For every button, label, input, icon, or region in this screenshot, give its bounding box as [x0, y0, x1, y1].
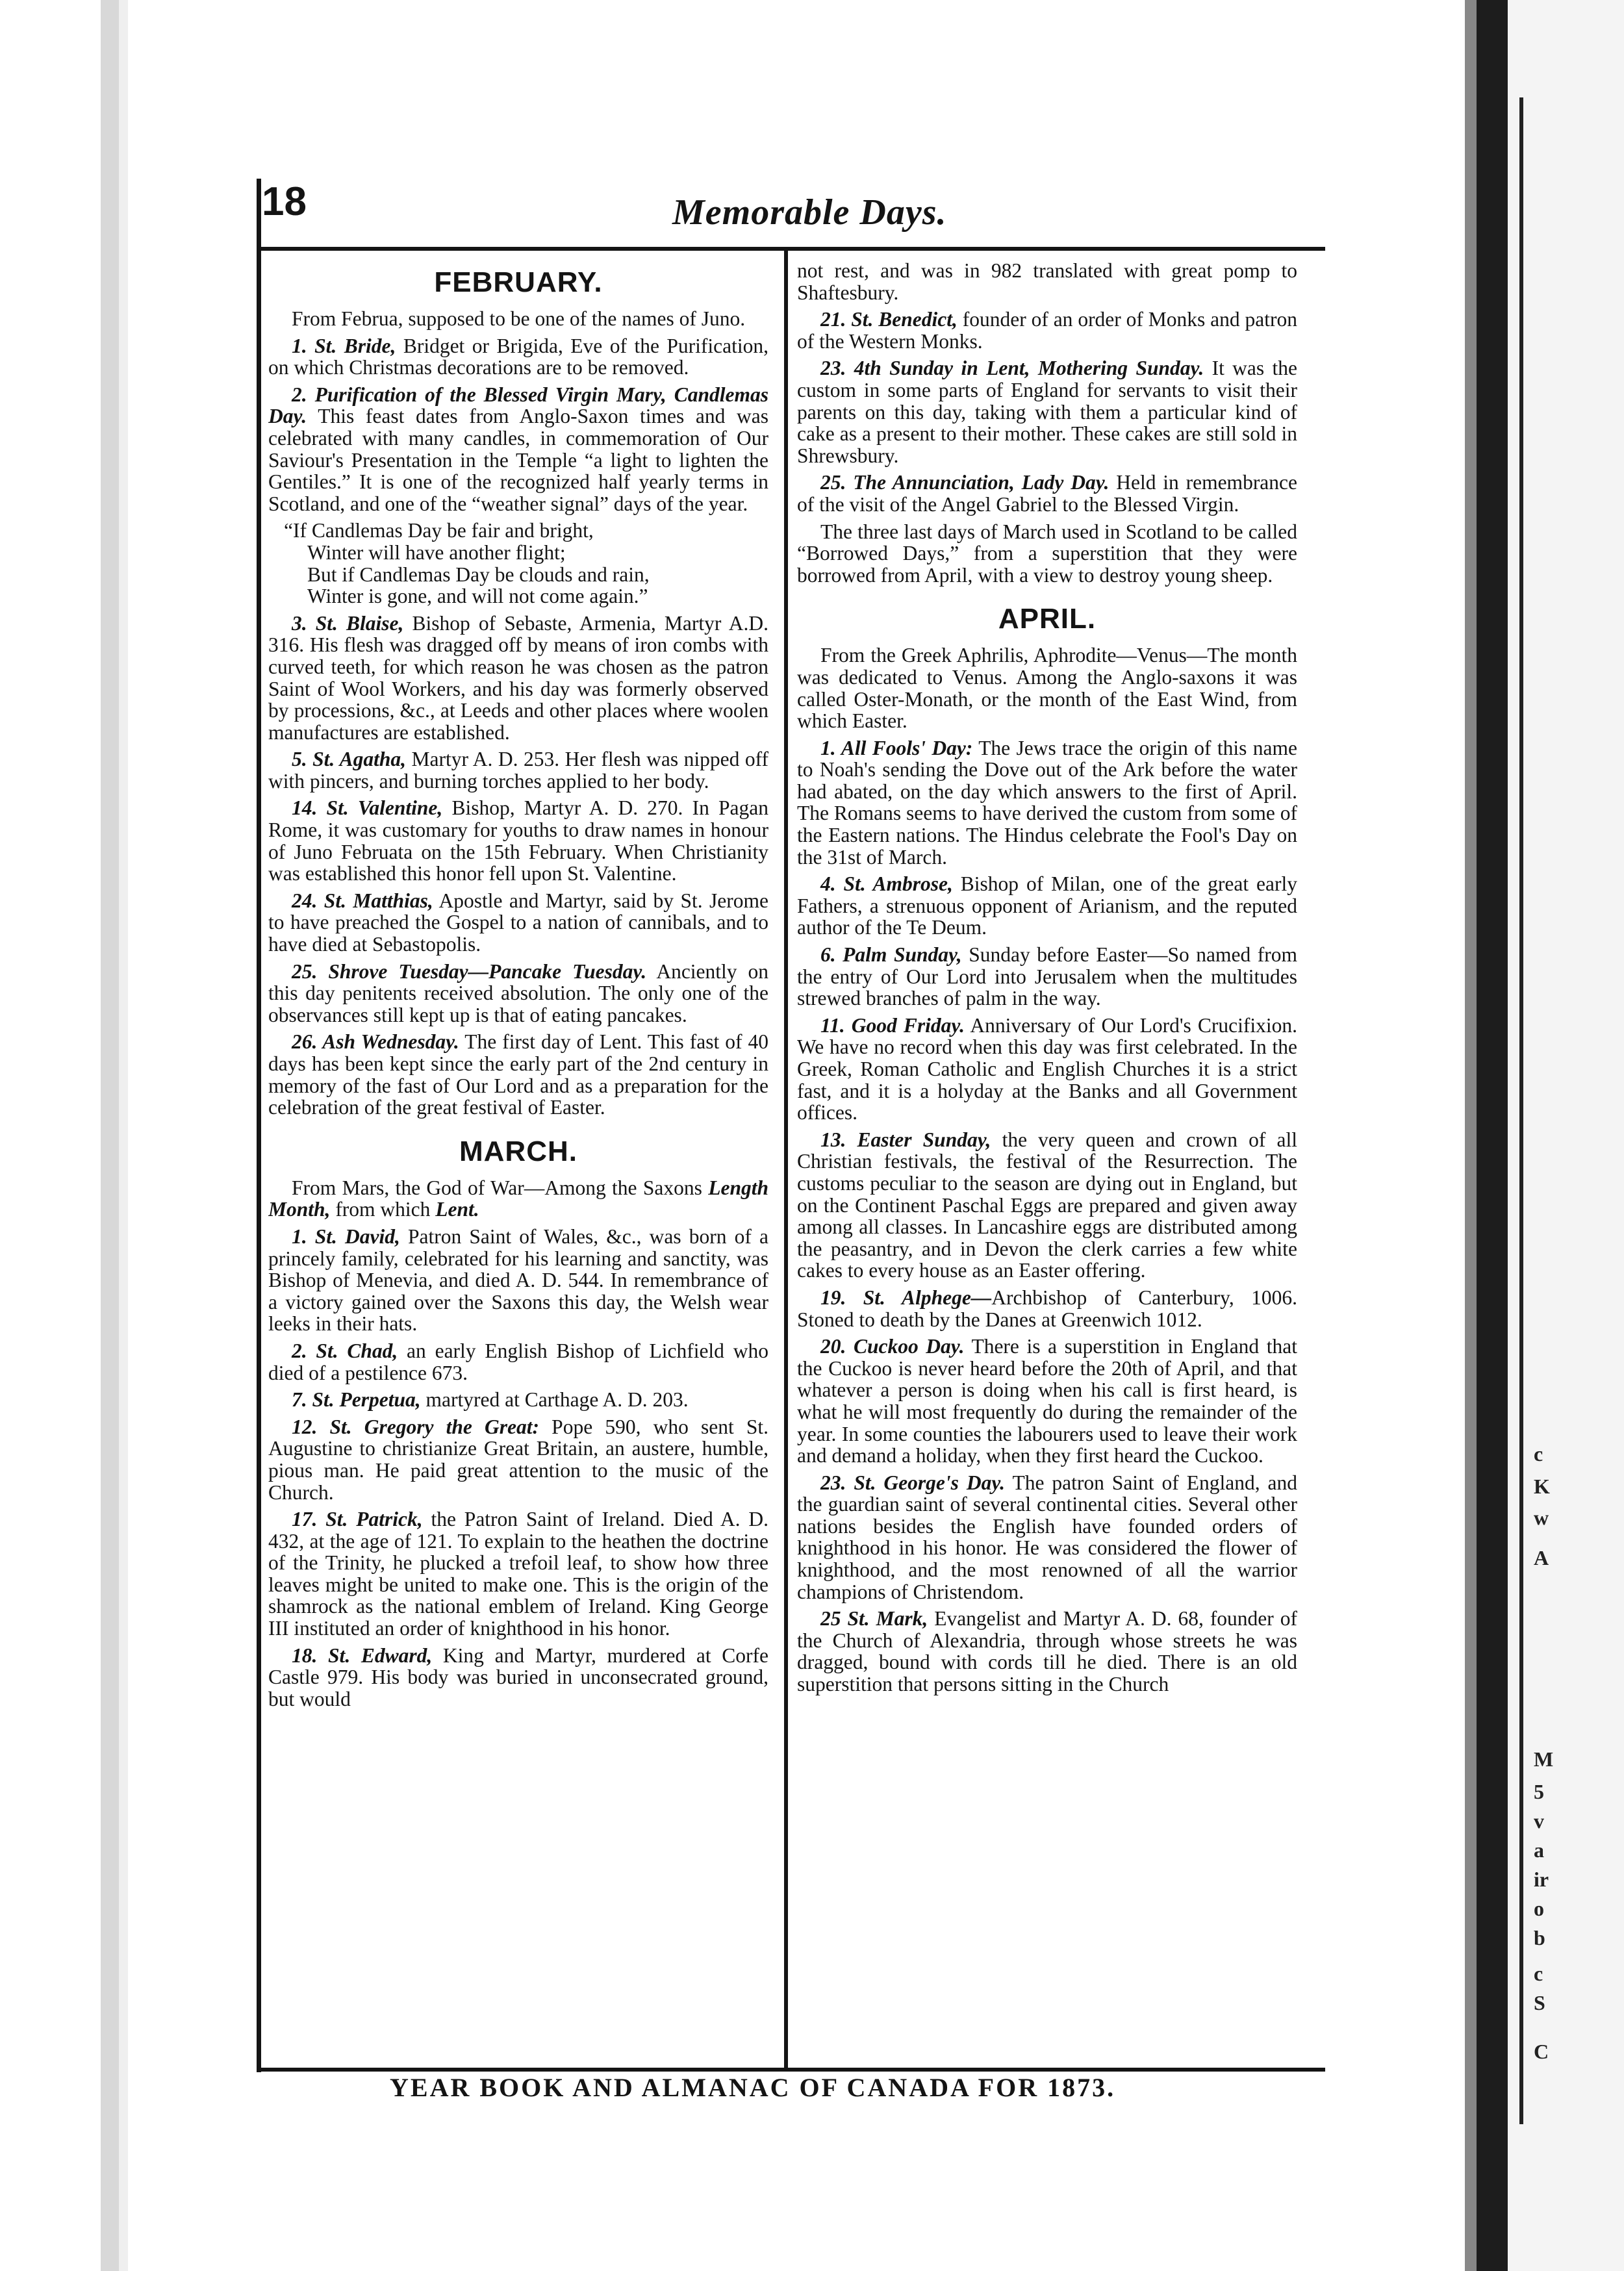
- entry-text: martyred at Carthage A. D. 203.: [420, 1388, 689, 1412]
- entry-label: 1. St. David,: [292, 1224, 400, 1248]
- next-page-fragment: o: [1534, 1897, 1544, 1920]
- entry-st-chad: [268, 1340, 768, 1384]
- entry-label: 26. Ash Wednesday.: [292, 1030, 459, 1054]
- next-page-fragment: S: [1534, 1991, 1545, 2014]
- entry-label: 11. Good Friday.: [820, 1013, 965, 1037]
- entry-st-agatha: [268, 748, 768, 792]
- entry-st-blaise: [268, 613, 768, 744]
- next-page-fragment: C: [1534, 2040, 1549, 2063]
- entry-text: the very queen and crown of all Christian festivals, the festival of the Resurrection. The customs peculiar to the season are dying out in England, but on the Continent Paschal Eggs are prepared and given away among all classes. In Lancashire eggs are distributed among the peasantry, and in Devon the clerk carries a few white cakes to every house as an Easter offering.: [797, 1128, 1297, 1282]
- entry-label: 13. Easter Sunday,: [820, 1128, 991, 1151]
- scan-frame-left: [101, 0, 119, 2271]
- entry-text: Bridget or Brigida, Eve of the Purification, on which Christmas decorations are to be removed.: [268, 334, 768, 379]
- entry-text: Martyr A. D. 253. Her flesh was nipped off with pincers, and burning torches applied to her body.: [268, 748, 768, 793]
- entry-text: Bishop of Sebaste, Armenia, Martyr A.D. 316. His flesh was dragged off by means of iron combs with curved teeth, for which reason he was chosen as the patron Saint of Wool Workers, and his day was formerly observed by processions, &c., at Leeds and other places where woolen manufactures are established.: [268, 611, 768, 744]
- entry-st-edward-continued: not rest, and was in 982 translated with great pomp to Shaftesbury.: [797, 260, 1297, 304]
- next-page-fragment: A: [1534, 1546, 1549, 1569]
- entry-text: the Patron Saint of Ireland. Died A. D. 432, at the age of 121. To explain to the heathen the doctrine of the Trinity, he plucked a trefoil leaf, to show how three leaves might be united to make one. This is the origin of the shamrock as the national emblem of Ireland. King George III instituted an order of knighthood in his honor.: [268, 1508, 768, 1640]
- entry-st-david: [268, 1226, 768, 1335]
- entry-purification: [268, 384, 768, 515]
- header-rule: [257, 247, 1325, 251]
- next-page-fragment: w: [1534, 1506, 1549, 1529]
- entry-label: 3. St. Blaise,: [292, 611, 404, 635]
- entry-label: 25. Shrove Tuesday—Pancake Tuesday.: [292, 959, 647, 983]
- page-title: Memorable Days.: [672, 192, 947, 233]
- entry-label: 2. Purification of the Blessed Virgin Mary, Candlemas Day.: [268, 383, 768, 428]
- entry-label: 24. St. Matthias,: [292, 889, 433, 912]
- entry-label: 5. St. Agatha,: [292, 748, 407, 771]
- next-page-fragment: M: [1534, 1747, 1554, 1771]
- entry-text: Pope 590, who sent St. Augustine to christianize Great Britain, an austere, humble, pious man. He paid great attention to the music of the Church.: [268, 1415, 768, 1504]
- entry-st-ambrose: [797, 873, 1297, 939]
- entry-ash-wednesday: [268, 1031, 768, 1118]
- entry-label: 14. St. Valentine,: [292, 796, 443, 820]
- entry-text: It was the custom in some parts of England for servants to visit their parents on this day, taking with them a particular kind of cake as a present to their mother. These cakes are still sold in Shrewsbury.: [797, 357, 1297, 467]
- entry-label: 23. St. George's Day.: [820, 1471, 1006, 1494]
- entry-label: 6. Palm Sunday,: [820, 943, 962, 967]
- entry-label: 23. 4th Sunday in Lent, Mothering Sunday.: [820, 357, 1204, 380]
- entry-text: Patron Saint of Wales, &c., was born of a princely family, celebrated for his learning and sanctity, was Bishop of Menevia, and died A. D. 544. In remembrance of a victory gained over the Saxons this day, the Welsh wear leeks in their hats.: [268, 1224, 768, 1336]
- rhyme-line: But if Candlemas Day be clouds and rain,: [307, 563, 650, 586]
- entry-label: 17. St. Patrick,: [292, 1508, 423, 1531]
- entry-label: 19. St. Alphege—: [820, 1286, 992, 1309]
- entry-st-alphege: [797, 1287, 1297, 1330]
- entry-text: Anniversary of Our Lord's Crucifixion. We have no record when this day was first celebrated. In the Greek, Roman Catholic and English Churches it is a strict fast, and it is a holyday at the Banks and all Government offices.: [797, 1013, 1297, 1124]
- entry-st-valentine: [268, 797, 768, 884]
- left-border-rule: [257, 179, 261, 2072]
- entry-st-george: [797, 1472, 1297, 1603]
- entry-text: Sunday before Easter—So named from the entry of Our Lord into Jerusalem when the multitudes strewed branches of palm in the way.: [797, 943, 1297, 1010]
- book-gutter-shadow: [1465, 0, 1477, 2271]
- entry-text: Archbishop of Canterbury, 1006. Stoned to death by the Danes at Greenwich 1012.: [797, 1286, 1297, 1331]
- entry-label: 18. St. Edward,: [292, 1643, 433, 1667]
- entry-text: The Jews trace the origin of this name to Noah's sending the Dove out of the Ark before the water had abated, on the day which answers to the first of April. The Romans seems to have derived the custom from some of the Eastern nations. The Hindus celebrate the Fool's Day on the 31st of March.: [797, 736, 1297, 869]
- entry-text: founder of an order of Monks and patron of the Western Monks.: [797, 308, 1297, 353]
- next-page-fragment: v: [1534, 1809, 1544, 1833]
- entry-annunciation: [797, 472, 1297, 515]
- entry-text: There is a superstition in England that the Cuckoo is never heard before the 20th of April, and that whatever a person is doing when his call is first heard, is what he will most frequently do during the remainder of the year. In some counties the labourers used to leave their work and demand a holiday, when they first heard the Cuckoo.: [797, 1335, 1297, 1467]
- rhyme-line: “If Candlemas Day be fair and bright,: [284, 519, 594, 542]
- entry-st-mark: [797, 1608, 1297, 1695]
- entry-st-perpetua: [268, 1389, 768, 1411]
- entry-shrove-tuesday: [268, 961, 768, 1026]
- intro-emphasis: Length Month,: [268, 1176, 768, 1221]
- march-heading: MARCH.: [459, 1135, 577, 1167]
- rhyme-line: Winter will have another flight;: [307, 540, 566, 564]
- rhyme-line: Winter is gone, and will not come again.”: [307, 585, 648, 608]
- next-page-fragment: ir: [1534, 1868, 1549, 1891]
- next-page-fragment: 5: [1534, 1780, 1544, 1803]
- entry-label: 12. St. Gregory the Great:: [292, 1415, 540, 1438]
- entry-label: 25. The Annunciation, Lady Day.: [820, 471, 1110, 494]
- column-divider: [784, 251, 788, 2070]
- entry-text: Bishop of Milan, one of the great early Fathers, a strenuous opponent of Arianism, and the reputed author of the Te Deum.: [797, 872, 1297, 939]
- next-page-edge: [1508, 0, 1624, 2271]
- next-page-fragment: c: [1534, 1442, 1543, 1465]
- entry-label: 7. St. Perpetua,: [292, 1388, 421, 1412]
- left-column: [268, 266, 768, 2062]
- entry-text: The first day of Lent. This fast of 40 days has been kept since the early part of the 2nd century in memory of the fast of Our Lord and as a preparation for the celebration of the great festival of Easter.: [268, 1030, 768, 1119]
- entry-text: Evangelist and Martyr A. D. 68, founder of the Church of Alexandria, through whose streets he was dragged, bound with cords till he died. There is an old superstition that persons sitting in the Church: [797, 1607, 1297, 1696]
- entry-mothering-sunday: [797, 357, 1297, 466]
- scan-frame-left-inner: [119, 0, 128, 2271]
- entry-label: 21. St. Benedict,: [820, 308, 958, 331]
- entry-st-bride: [268, 335, 768, 379]
- march-intro: [268, 1177, 768, 1221]
- entry-label: 20. Cuckoo Day.: [820, 1335, 965, 1358]
- entry-st-gregory: [268, 1416, 768, 1503]
- entry-text: King and Martyr, murdered at Corfe Castle 979. His body was buried in unconsecrated ground, but would: [268, 1643, 768, 1710]
- entry-easter-sunday: [797, 1129, 1297, 1282]
- intro-text: from which: [330, 1198, 436, 1221]
- entry-label: 2. St. Chad,: [292, 1339, 398, 1362]
- april-intro: From the Greek Aphrilis, Aphrodite—Venus—The month was dedicated to Venus. Among the Anglo-saxons it was called Oster-Monath, or the month of the East Wind, from which Easter.: [797, 644, 1297, 733]
- entry-all-fools-day: [797, 737, 1297, 869]
- entry-st-edward: [268, 1645, 768, 1710]
- entry-label: 4. St. Ambrose,: [820, 872, 953, 896]
- candlemas-rhyme: [268, 520, 768, 607]
- bottom-rule: [257, 2068, 1325, 2072]
- entry-text: Anciently on this day penitents received absolution. The only one of the observances still kept up is that of eating pancakes.: [268, 959, 768, 1026]
- next-page-rule: [1519, 97, 1523, 2124]
- entry-label: 1. St. Bride,: [292, 334, 396, 357]
- entry-text: an early English Bishop of Lichfield who died of a pestilence 673.: [268, 1339, 768, 1384]
- entry-text: The patron Saint of England, and the guardian saint of several continental cities. Several other nations besides the English have founded orders of knighthood in his honor. He was considered the flower of knighthood, and the most renowned of all the warrior champions of Christendom.: [797, 1471, 1297, 1603]
- almanac-page: [257, 166, 1328, 2101]
- entry-text: This feast dates from Anglo-Saxon times and was celebrated with many candles, in commemoration of Our Saviour's Presentation in the Temple “a light to lighten the Gentiles.” It is one of the recognized half yearly terms in Scotland, and one of the “weather signal” days of the year.: [268, 405, 768, 515]
- entry-palm-sunday: [797, 944, 1297, 1009]
- entry-text: Bishop, Martyr A. D. 270. In Pagan Rome, it was customary for youths to draw names in honour of Juno Februata on the 15th February. When Christianity was established this honor fell upon St. Valentine.: [268, 796, 768, 885]
- page-number: 18: [262, 179, 307, 224]
- page-footer: YEAR BOOK AND ALMANAC OF CANADA FOR 1873.: [390, 2073, 1116, 2102]
- entry-cuckoo-day: [797, 1336, 1297, 1467]
- entry-text: Held in remembrance of the visit of the Angel Gabriel to the Blessed Virgin.: [797, 471, 1297, 516]
- february-heading: FEBRUARY.: [434, 266, 603, 298]
- february-intro: From Februa, supposed to be one of the names of Juno.: [292, 307, 746, 330]
- intro-emphasis: Lent.: [435, 1198, 479, 1221]
- entry-borrowed-days: The three last days of March used in Scotland to be called “Borrowed Days,” from a superstition that they were borrowed from April, with a view to destroy young sheep.: [797, 520, 1297, 587]
- next-page-fragment: b: [1534, 1926, 1545, 1949]
- book-gutter: [1477, 0, 1508, 2271]
- next-page-fragment: K: [1534, 1475, 1550, 1498]
- entry-st-patrick: [268, 1508, 768, 1640]
- april-heading: APRIL.: [998, 603, 1097, 635]
- entry-st-matthias: [268, 890, 768, 956]
- entry-text: Apostle and Martyr, said by St. Jerome to have preached the Gospel to a nation of cannibals, and to have died at Sebastopolis.: [268, 889, 768, 956]
- next-page-fragment: a: [1534, 1838, 1544, 1862]
- intro-text: From Mars, the God of War—Among the Saxons: [292, 1176, 709, 1199]
- entry-label: 25 St. Mark,: [820, 1607, 928, 1630]
- right-column: [797, 260, 1297, 2056]
- entry-st-benedict: [797, 309, 1297, 352]
- entry-good-friday: [797, 1015, 1297, 1124]
- next-page-fragment: c: [1534, 1962, 1543, 1985]
- entry-label: 1. All Fools' Day:: [820, 736, 973, 759]
